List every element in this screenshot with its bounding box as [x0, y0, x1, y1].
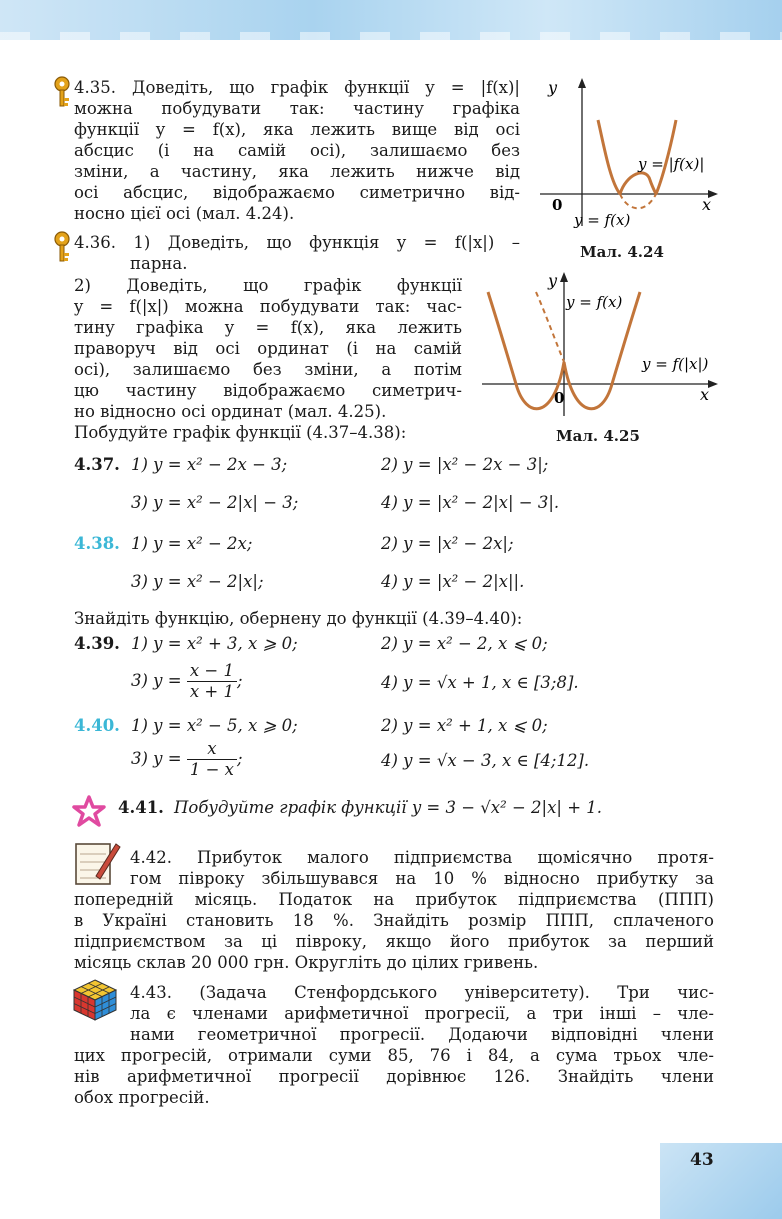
x-axis-label: x [702, 195, 712, 214]
item-fraction [131, 738, 243, 780]
text-line: функції y = f(x), яка лежить вище від осі [74, 120, 520, 139]
item-prefix: 3) y = [131, 749, 182, 768]
curve-label-fabs: y = f(|x|) [642, 355, 709, 373]
item: 1) y = x² − 2x; [131, 534, 253, 553]
numerator: x − 1 [187, 661, 237, 682]
rubik-cube-icon [72, 978, 118, 1022]
denominator: 1 − x [189, 760, 234, 779]
curve-label-f: y = f(x) [566, 293, 623, 311]
text-line: нами геометричної прогресії. Додаючи відповідні члени [130, 1025, 714, 1044]
curve-label-f: y = f(x) [574, 211, 631, 229]
fraction [187, 661, 237, 702]
page-number: 43 [690, 1150, 714, 1170]
item: 1) y = x² − 2x − 3; [131, 455, 288, 474]
item: 4) y = √x − 3, x ∈ [4;12]. [381, 751, 590, 770]
curve-label-abs: y = |f(x)| [638, 155, 705, 173]
top-decor-band [0, 0, 782, 40]
text-line: ла є членами арифметичної прогресії, а три інші – чле- [130, 1004, 714, 1023]
denominator: x + 1 [189, 682, 234, 701]
text-line: абсцис (і на самій осі), залишаємо без [74, 141, 520, 160]
star-icon [72, 795, 106, 829]
item-fraction [131, 660, 243, 702]
text-line: осі), залишаємо без зміни, а потім [74, 360, 462, 379]
text-line: гом півроку збільшувався на 10 % відносно прибутку за [130, 869, 714, 888]
item: 1) y = x² − 5, x ⩾ 0; [131, 716, 298, 735]
key-icon [52, 231, 72, 263]
text-line: зміни, а частину, яка лежить нижче від [74, 162, 520, 181]
item: 4) y = |x² − 2|x||. [381, 572, 525, 591]
section-intro-inverse: Знайдіть функцію, обернену до функції (4.39–4.40): [74, 609, 523, 628]
text-line: цю частину відображаємо симетрич- [74, 381, 462, 400]
page-number-box [660, 1143, 782, 1219]
item: 1) y = x² + 3, x ⩾ 0; [131, 634, 298, 653]
text-line: 4.35. Доведіть, що графік функції y = |f(x)| [74, 78, 520, 97]
figure-4-25 [478, 270, 722, 420]
caption-4-25: Мал. 4.25 [556, 427, 640, 445]
fraction [187, 739, 237, 780]
text-line: цих прогресій, отримали суми 85, 76 і 84, а сума трьох чле- [74, 1046, 714, 1065]
text-line: но відносно осі ординат (мал. 4.25). [74, 402, 387, 421]
exercise-number: 4.37. [74, 455, 120, 474]
text-line: в Україні становить 18 %. Знайдіть розмір ППП, сплаченого [74, 911, 714, 930]
text-line: 4.42. Прибуток малого підприємства щомісячно протя- [130, 848, 714, 867]
y-axis-label: y [548, 271, 558, 290]
item: 4) y = |x² − 2|x| − 3|. [381, 493, 560, 512]
section-intro-build: Побудуйте графік функції (4.37–4.38): [74, 423, 407, 442]
text-line: y = f(|x|) можна побудувати так: час- [74, 297, 462, 316]
text-line: 2) Доведіть, що графік функції [74, 276, 462, 295]
origin-label: 0 [552, 196, 563, 214]
text-line: обох прогресій. [74, 1088, 210, 1107]
x-axis-label: x [700, 385, 710, 404]
item-prefix: 3) y = [131, 671, 182, 690]
y-axis-label: y [548, 78, 558, 97]
text-line: осі абсцис, відображаємо симетрично від- [74, 183, 520, 202]
text-line: підприємством за ці півроку, якщо його прибуток за перший [74, 932, 714, 951]
item-suffix: ; [236, 749, 243, 768]
exercise-number: 4.38. [74, 534, 120, 553]
caption-4-24: Мал. 4.24 [580, 243, 664, 261]
exercise-number: 4.40. [74, 716, 120, 735]
key-icon [52, 76, 72, 108]
item: 3) y = x² − 2|x|; [131, 572, 264, 591]
text-line: тину графіка y = f(x), яка лежить [74, 318, 462, 337]
exercise-number: 4.39. [74, 634, 120, 653]
item: 2) y = x² − 2, x ⩽ 0; [381, 634, 548, 653]
text-line: місяць склав 20 000 грн. Округліть до цілих гривень. [74, 953, 539, 972]
item: 4) y = √x + 1, x ∈ [3;8]. [381, 673, 579, 692]
origin-label: 0 [554, 389, 565, 407]
item-suffix: ; [236, 671, 243, 690]
text-line: 4.36. 1) Доведіть, що функція y = f(|x|) – [74, 233, 520, 252]
exercise-text: Побудуйте графік функції y = 3 − √x² − 2|x| + 1. [174, 798, 603, 817]
exercise-number: 4.41. [118, 798, 164, 817]
item: 3) y = x² − 2|x| − 3; [131, 493, 299, 512]
item: 2) y = |x² − 2x − 3|; [381, 455, 549, 474]
item: 2) y = x² + 1, x ⩽ 0; [381, 716, 548, 735]
item: 2) y = |x² − 2x|; [381, 534, 514, 553]
text-line: нів арифметичної прогресії дорівнює 126. Знайдіть члени [74, 1067, 714, 1086]
text-line: 4.43. (Задача Стенфордського університету). Три чис- [130, 983, 714, 1002]
text-line: носно цієї осі (мал. 4.24). [74, 204, 295, 223]
notebook-pencil-icon [72, 838, 122, 886]
text-line: парна. [130, 254, 188, 273]
figure-4-24 [538, 76, 720, 232]
numerator: x [187, 739, 237, 760]
text-line: попередній місяць. Податок на прибуток підприємства (ППП) [74, 890, 714, 909]
text-line: праворуч від осі ординат (і на самій [74, 339, 462, 358]
text-line: можна побудувати так: частину графіка [74, 99, 520, 118]
